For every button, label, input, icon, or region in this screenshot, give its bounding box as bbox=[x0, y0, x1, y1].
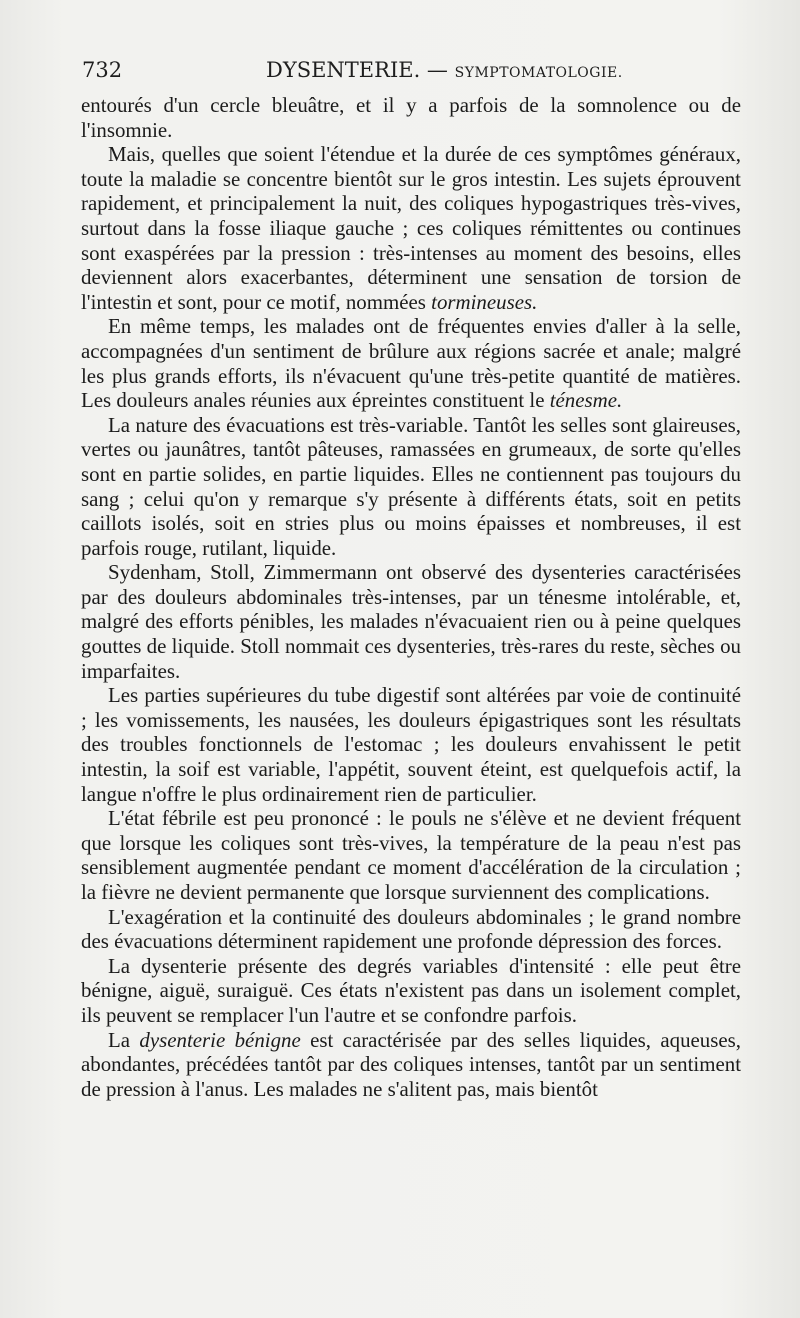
paragraph: La dysenterie bénigne est caractérisée par des selles liquides, aqueuses, abondantes, précédées tantôt par des coliques intenses, tantôt par un sentiment de pression à l'anus. Les malades ne s'alitent pas, mais bientôt bbox=[81, 1027, 741, 1101]
paragraph: Les parties supérieures du tube digestif sont altérées par voie de continuité ; les vomissements, les nausées, les douleurs épigastriques sont les résultats des troubles fonctionnels de l'estomac ; les douleurs envahissent le petit intestin, la soif est variable, l'appétit, souvent éteint, est quelquefois actif, la langue n'offre le plus ordinairement rien de particulier. bbox=[81, 683, 741, 806]
page-number: 732 bbox=[82, 58, 123, 82]
paragraph: La nature des évacuations est très-variable. Tantôt les selles sont glaireuses, vertes ou jaunâtres, tantôt pâteuses, ramassées en grumeaux, de sorte qu'elles sont en partie solides, en partie liquides. Elles ne contiennent pas toujours du sang ; celui qu'on y remarque s'y présente à différents états, soit en petits caillots isolés, soit en stries plus ou moins épaisses et nombreuses, il est parfois rouge, rutilant, liquide. bbox=[81, 412, 741, 560]
paragraph: La dysenterie présente des degrés variables d'intensité : elle peut être bénigne, aiguë, suraiguë. Ces états n'existent pas dans un isolement complet, ils peuvent se remplacer l'un l'autre et se confondre parfois. bbox=[81, 953, 741, 1027]
paragraph: Sydenham, Stoll, Zimmermann ont observé des dysenteries caractérisées par des douleurs abdominales très-intenses, par un ténesme intolérable, et, malgré des efforts pénibles, les malades n'évacuaient rien ou à peine quelques gouttes de liquide. Stoll nommait ces dysenteries, très-rares du reste, sèches ou imparfaites. bbox=[81, 560, 741, 683]
italic-term: ténesme. bbox=[549, 388, 623, 413]
title-separator: — bbox=[420, 58, 455, 82]
paragraph: L'exagération et la continuité des douleurs abdominales ; le grand nombre des évacuations déterminent rapidement une profonde dépression des forces. bbox=[81, 904, 741, 954]
italic-term: dysenterie bénigne bbox=[139, 1027, 301, 1052]
italic-term: tormineuses. bbox=[431, 289, 538, 314]
body-text bbox=[81, 93, 741, 1101]
section-title: SYMPTOMATOLOGIE. bbox=[454, 65, 623, 81]
paragraph: L'état fébrile est peu prononcé : le pouls ne s'élève et ne devient fréquent que lorsque les coliques sont très-vives, la température de la peau n'est pas sensiblement augmentée pendant ce moment d'accélération de la circulation ; la fièvre ne devient permanente que lorsque surviennent des complications. bbox=[81, 806, 741, 904]
paragraph: Mais, quelles que soient l'étendue et la durée de ces symptômes généraux, toute la maladie se concentre bientôt sur le gros intestin. Les sujets éprouvent rapidement, et principalement la nuit, des coliques hypogastriques très-vives, surtout dans la fosse iliaque gauche ; ces coliques rémittentes ou continues sont exaspérées par la pression : très-intenses au moment des besoins, elles deviennent alors exacerbantes, déterminent une sensation de torsion de l'intestin et sont, pour ce motif, nommées tormineuses. bbox=[81, 142, 741, 314]
paragraph: entourés d'un cercle bleuâtre, et il y a parfois de la somnolence ou de l'insomnie. bbox=[81, 93, 741, 142]
running-header bbox=[82, 58, 762, 92]
chapter-title: DYSENTERIE. bbox=[266, 58, 421, 82]
running-title bbox=[266, 58, 623, 82]
paragraph: En même temps, les malades ont de fréquentes envies d'aller à la selle, accompagnées d'un sentiment de brûlure aux régions sacrée et anale; malgré les plus grands efforts, ils n'évacuent qu'une très-petite quantité de matières. Les douleurs anales réunies aux épreintes constituent le ténesme. bbox=[81, 314, 741, 413]
